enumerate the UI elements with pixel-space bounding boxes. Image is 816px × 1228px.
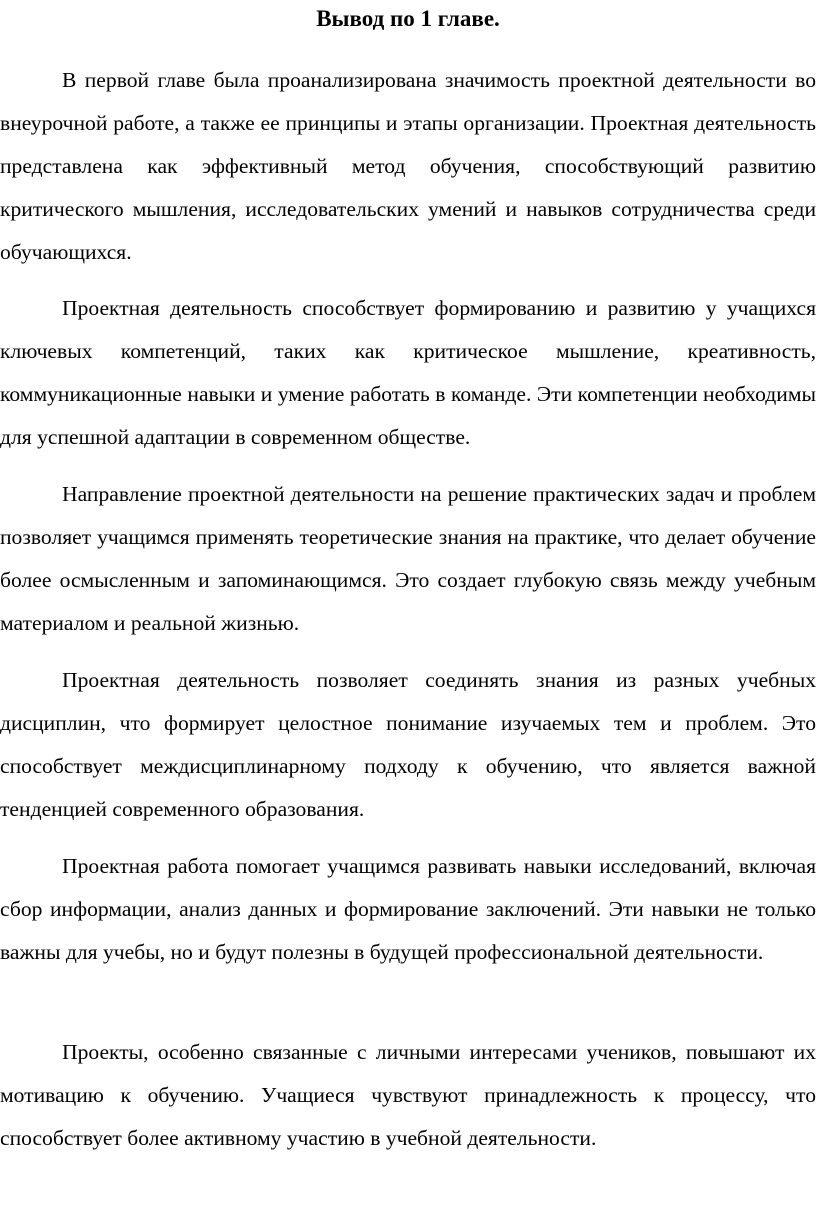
paragraph-6: Проекты, особенно связанные с личными интересами учеников, повышают их мотивацию к обучению. Учащиеся чувствуют принадлежность к процессу, что способствует более активному участию в учебной деятельности. <box>0 1040 816 1150</box>
paragraph-2: Проектная деятельность способствует формированию и развитию у учащихся ключевых компетенций, таких как критическое мышление, креативность, коммуникационные навыки и умение работать в команде. Эти компетенции необходимы для успешной адаптации в современном обществе. <box>0 296 816 449</box>
paragraph-5: Проектная работа помогает учащимся развивать навыки исследований, включая сбор информации, анализ данных и формирование заключений. Эти навыки не только важны для учебы, но и будут полезны в будущей профессиональной деятельности. <box>0 854 816 964</box>
paragraph-1: В первой главе была проанализирована значимость проектной деятельности во внеурочной работе, а также ее принципы и этапы организации. Проектная деятельность представлена как эффективный метод обучения, способствующий развитию критического мышления, исследовательских умений и навыков сотрудничества среди обучающихся. <box>0 68 816 264</box>
document-title: Вывод по 1 главе. <box>316 6 500 31</box>
paragraph-4: Проектная деятельность позволяет соединять знания из разных учебных дисциплин, что формирует целостное понимание изучаемых тем и проблем. Это способствует междисциплинарному подходу к обучению, что является важной тенденцией современного образования. <box>0 668 816 821</box>
paragraph-3: Направление проектной деятельности на решение практических задач и проблем позволяет учащимся применять теоретические знания на практике, что делает обучение более осмысленным и запоминающимся. Это создает глубокую связь между учебным материалом и реальной жизнью. <box>0 482 816 635</box>
